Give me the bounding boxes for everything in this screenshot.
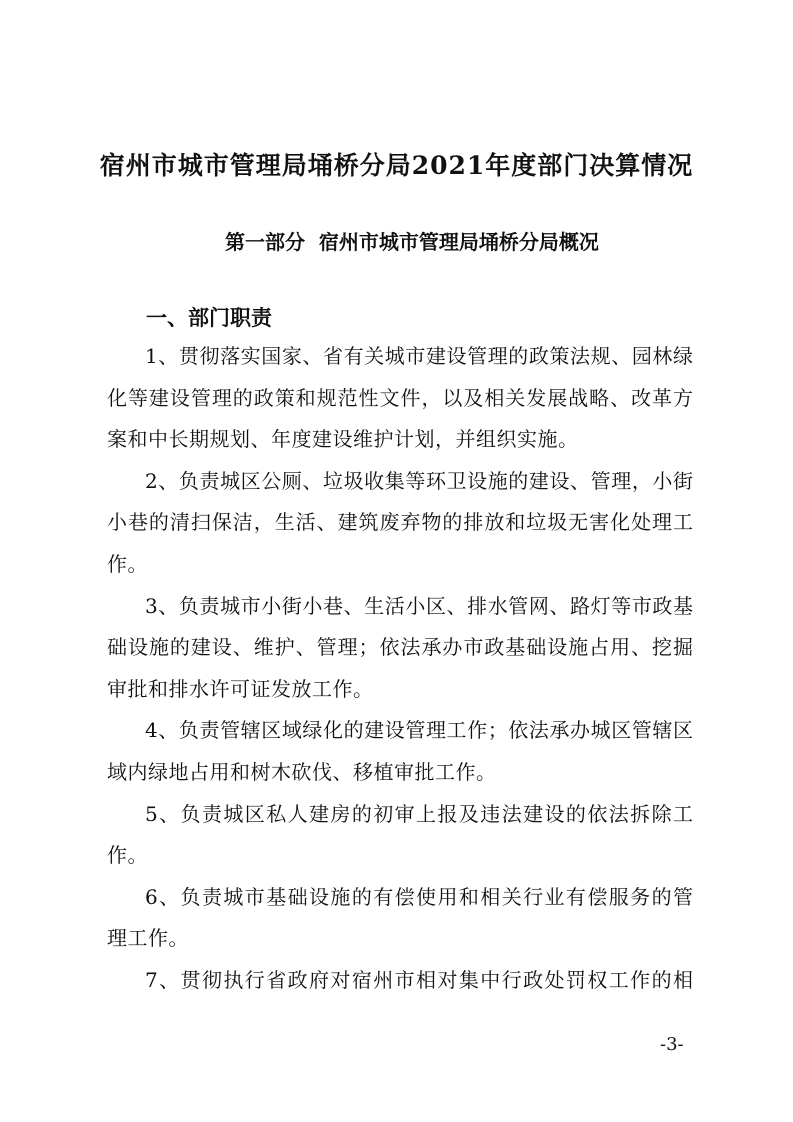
part-subtitle: 第一部分 宿州市城市管理局埇桥分局概况 <box>225 230 599 254</box>
paragraph <box>107 461 693 586</box>
paragraph <box>107 877 693 960</box>
paragraph-line: 域内绿地占用和树木砍伐、移植审批工作。 <box>107 759 497 784</box>
paragraph-line: 2、负责城区公厕、垃圾收集等环卫设施的建设、管理，小街 <box>145 468 693 493</box>
paragraph <box>107 710 693 793</box>
paragraph-line: 3、负责城市小街小巷、生活小区、排水管网、路灯等市政基 <box>145 593 693 618</box>
paragraph-line: 案和中长期规划、年度建设维护计划，并组织实施。 <box>107 427 579 452</box>
paragraph-line: 6、负责城市基础设施的有偿使用和相关行业有偿服务的管 <box>145 884 693 909</box>
paragraph <box>107 794 693 877</box>
paragraph-line: 4、负责管辖区域绿化的建设管理工作；依法承办城区管辖区 <box>145 718 693 743</box>
paragraph-line: 作。 <box>107 551 148 576</box>
section-heading: 一、部门职责 <box>146 305 272 330</box>
page-number: -3- <box>660 1034 684 1055</box>
paragraph-line: 7、贯彻执行省政府对宿州市相对集中行政处罚权工作的相 <box>145 967 693 992</box>
paragraph-line: 理工作。 <box>107 926 189 951</box>
paragraph <box>107 586 693 711</box>
paragraph <box>107 336 693 461</box>
paragraph-line: 5、负责城区私人建房的初审上报及违法建设的依法拆除工 <box>145 801 693 826</box>
paragraph-line: 审批和排水许可证发放工作。 <box>107 676 374 701</box>
paragraph-line: 础设施的建设、维护、管理；依法承办市政基础设施占用、挖掘 <box>107 635 693 660</box>
paragraph-line: 作。 <box>107 843 148 868</box>
document-title: 宿州市城市管理局埇桥分局2021年度部门决算情况 <box>99 151 694 180</box>
paragraph-line: 化等建设管理的政策和规范性文件，以及相关发展战略、改革方 <box>107 385 693 410</box>
paragraph <box>107 960 693 1002</box>
document-body <box>107 336 693 1002</box>
paragraph-line: 1、贯彻落实国家、省有关城市建设管理的政策法规、园林绿 <box>145 344 693 368</box>
paragraph-line: 小巷的清扫保洁，生活、建筑废弃物的排放和垃圾无害化处理工 <box>107 510 693 535</box>
